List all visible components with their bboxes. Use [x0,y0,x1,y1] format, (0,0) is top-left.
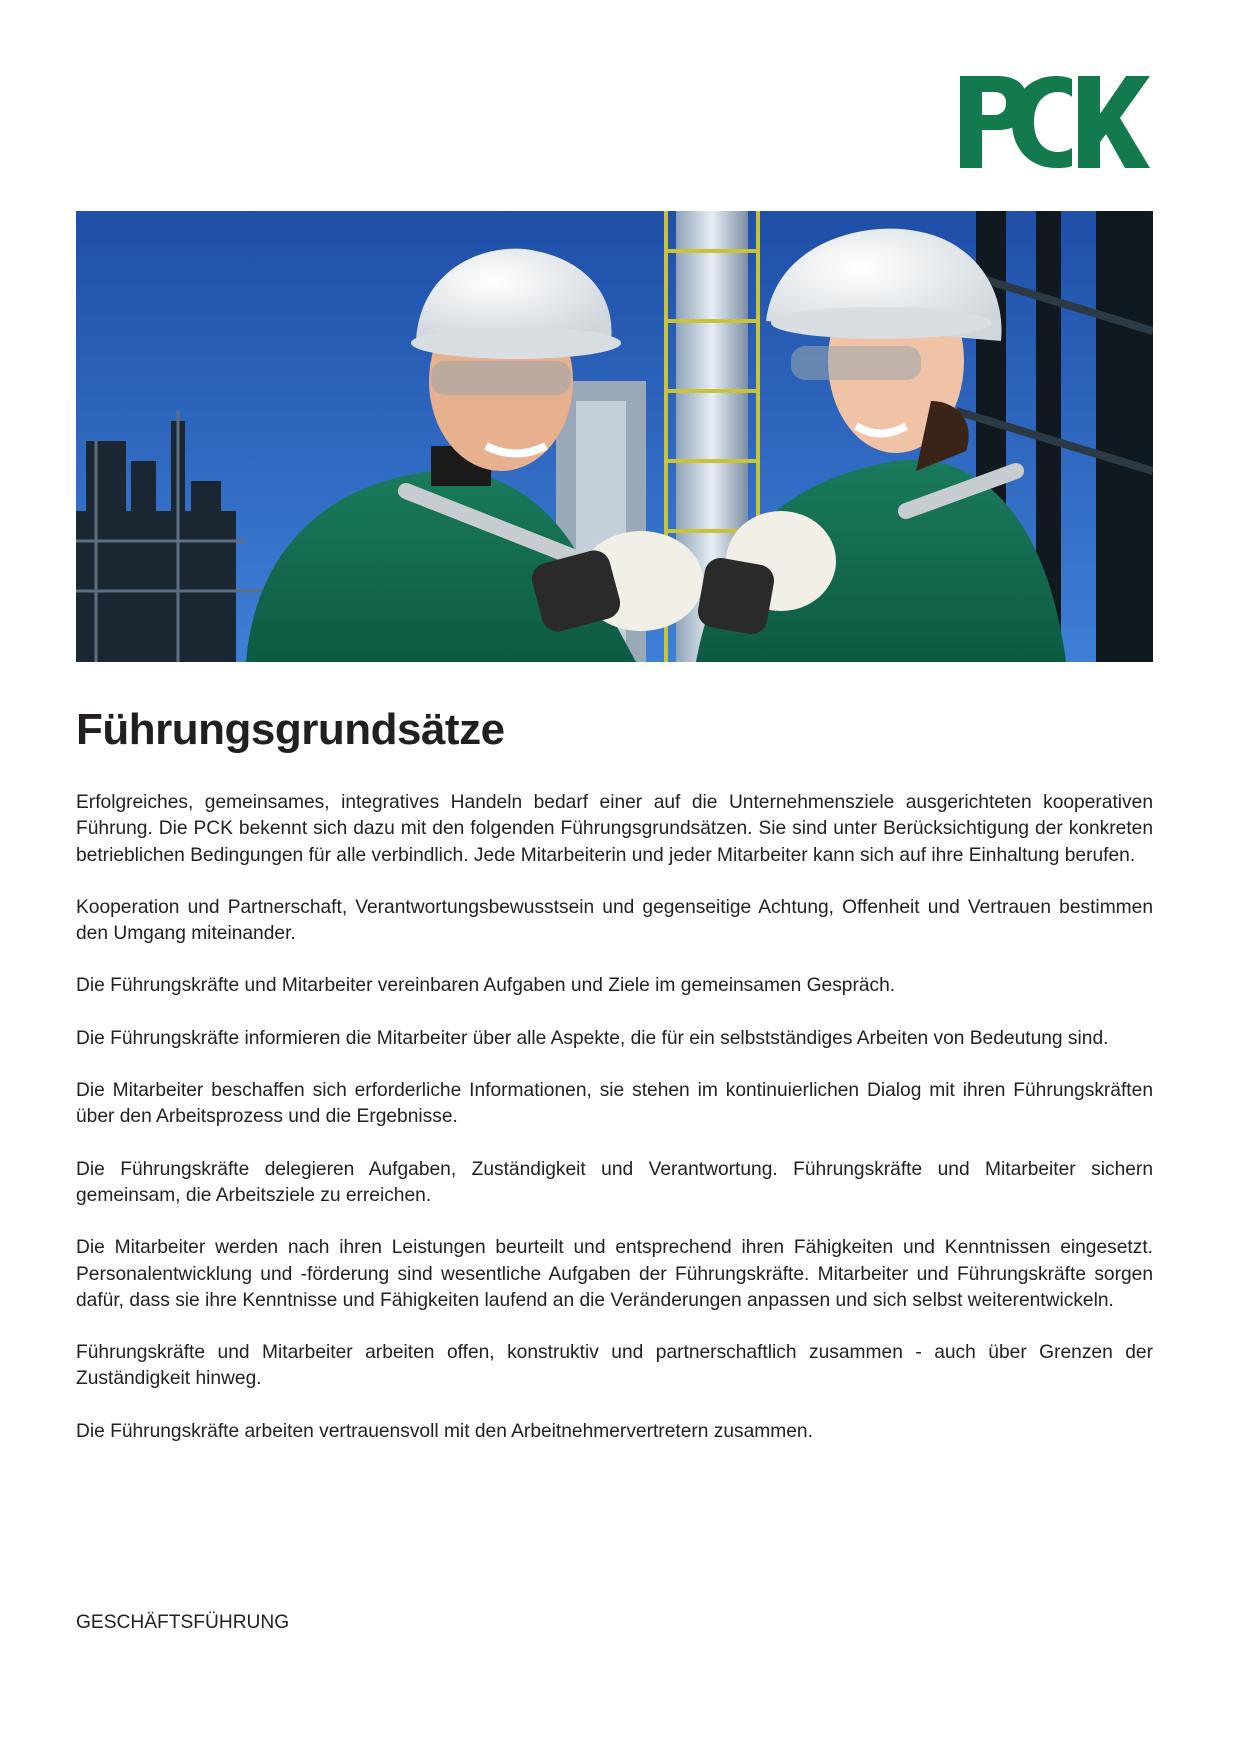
principles-text [76,790,1153,1471]
paragraph: Die Führungskräfte informieren die Mitarbeiter über alle Aspekte, die für ein selbstständiges Arbeiten von Bedeutung sind. [76,1027,1109,1049]
paragraph: Die Mitarbeiter werden nach ihren Leistungen beurteilt und entsprechend ihren Fähigkeiten und Kenntnissen eingesetzt. Personalentwicklung und -förderung sind wesentliche Aufgaben der Führungskräfte. Mitarbeiter und Führungskräfte sorgen dafür, dass sie ihre Kenntnisse und Fähigkeiten laufend an die Veränderungen anpassen und sich selbst weiterentwickeln. [76,1237,1153,1311]
hero-photo [76,211,1153,662]
paragraph: Die Führungskräfte delegieren Aufgaben, Zuständigkeit und Verantwortung. Führungskräfte und Mitarbeiter sichern gemeinsam, die Arbeitsziele zu erreichen. [76,1158,1153,1206]
paragraph: Kooperation und Partnerschaft, Verantwortungsbewusstsein und gegenseitige Achtung, Offenheit und Vertrauen bestimmen den Umgang miteinander. [76,896,1153,945]
signature: GESCHÄFTSFÜHRUNG [76,1612,290,1633]
paragraph: Die Mitarbeiter beschaffen sich erforderliche Informationen, sie stehen im kontinuierlichen Dialog mit ihren Führungskräften über den Arbeitsprozess und die Ergebnisse. [76,1080,1153,1128]
page-title: Führungsgrundsätze [76,705,505,754]
paragraph: Führungskräfte und Mitarbeiter arbeiten offen, konstruktiv und partnerschaftlich zusammen - auch über Grenzen der Zuständigkeit hinweg. [76,1342,1153,1390]
paragraph-intro: Erfolgreiches, gemeinsames, integratives Handeln bedarf einer auf die Unternehmensziele ausgerichteten kooperativen Führung. Die PCK bekennt sich dazu mit den folgenden Führungsgrundsätzen. Sie sind unter Berücksichtigung der konkreten betrieblichen Bedingungen für alle verbindlich. Jede Mitarbeiterin und jeder Mitarbeiter kann sich auf ihre Einhaltung berufen. [76,792,1153,866]
paragraph: Die Führungskräfte und Mitarbeiter vereinbaren Aufgaben und Ziele im gemeinsamen Gespräch. [76,975,896,997]
pck-logo-icon [960,76,1150,168]
photo-two-refinery-workers-icon [76,211,1153,662]
pck-logo [960,76,1150,168]
paragraph: Die Führungskräfte arbeiten vertrauensvoll mit den Arbeitnehmervertretern zusammen. [76,1420,813,1442]
